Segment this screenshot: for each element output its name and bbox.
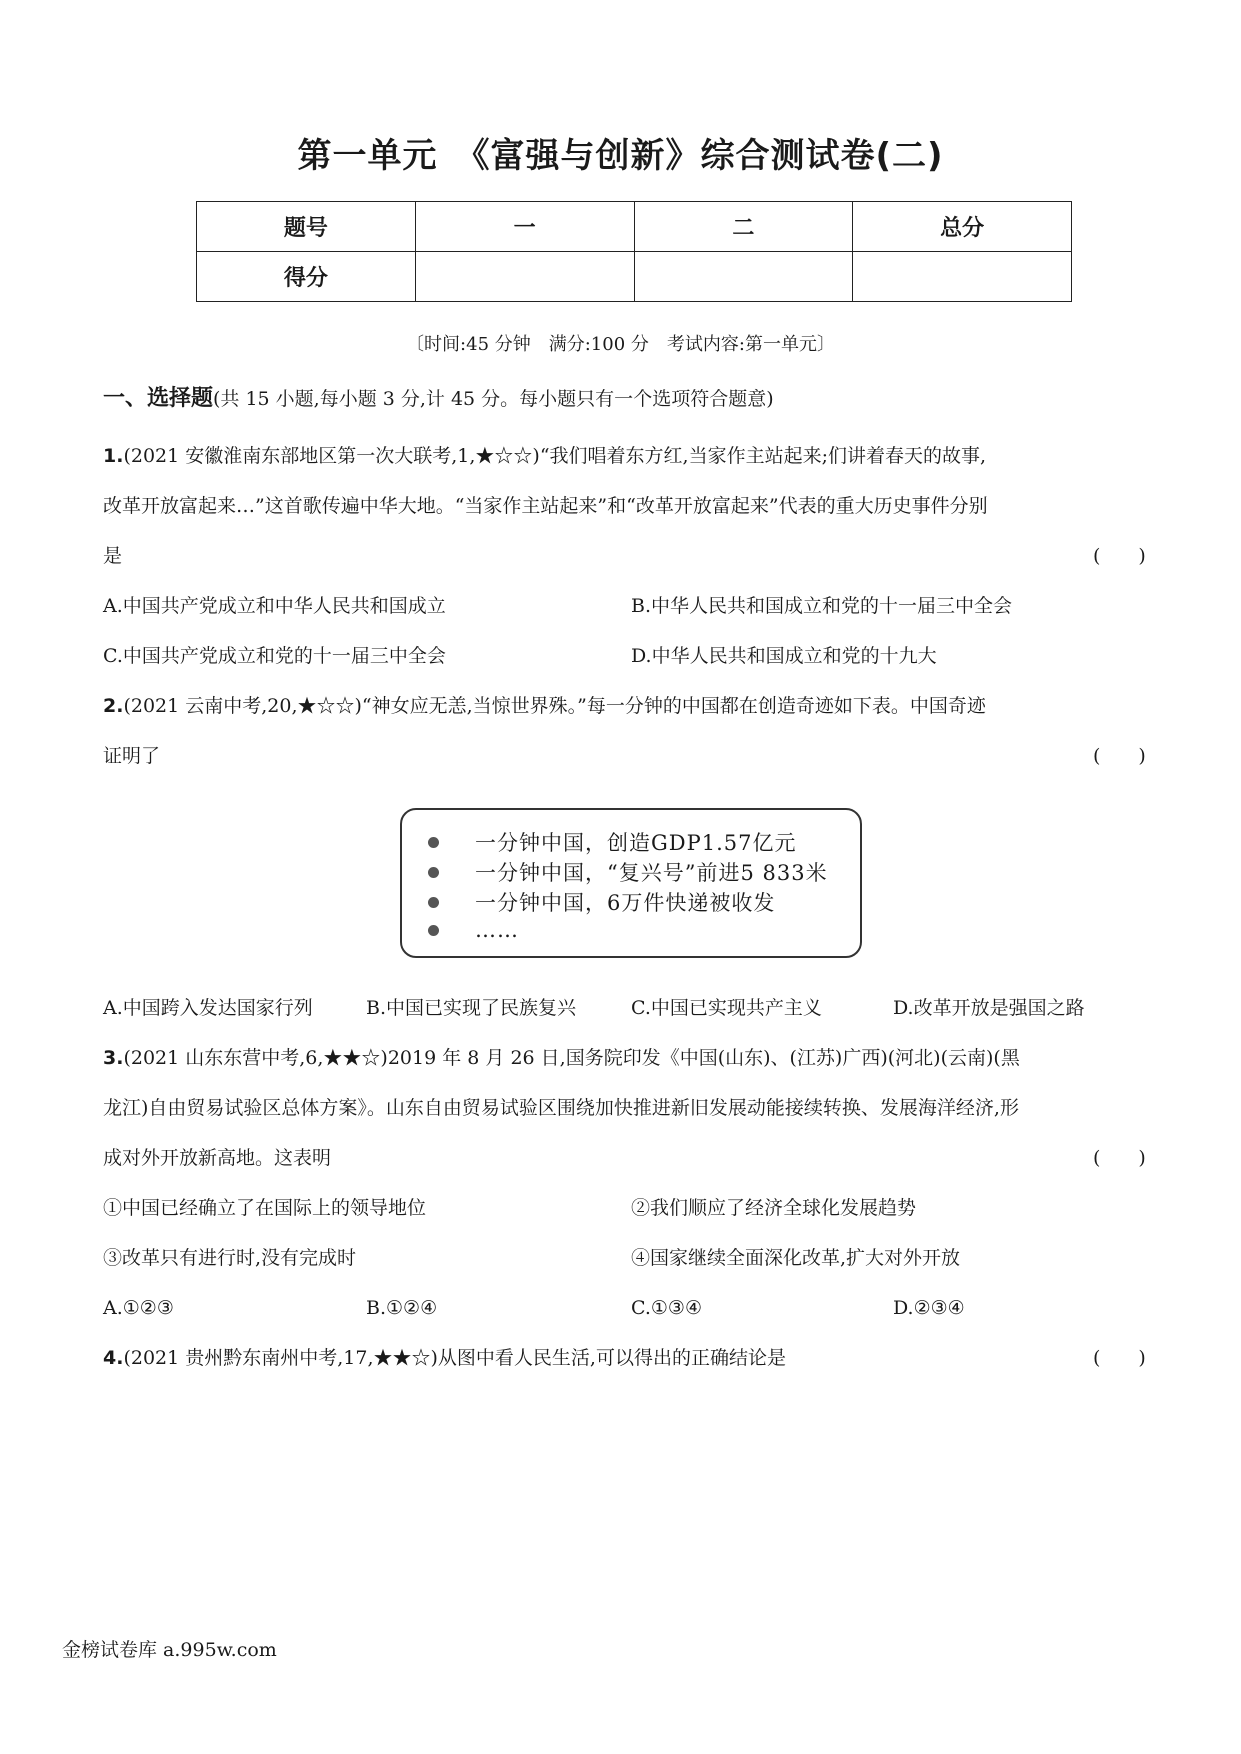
question-2-line-2: 证明了 xyxy=(103,745,161,767)
score-table xyxy=(196,201,1072,302)
figure-item xyxy=(428,828,797,856)
question-3-number: 3. xyxy=(103,1047,124,1069)
question-3-option-b[interactable]: B.①②④ xyxy=(366,1297,438,1319)
question-2-answer-blank[interactable]: ( ) xyxy=(1093,745,1146,767)
bullet-dot-icon xyxy=(428,867,439,878)
question-1-option-b[interactable]: B.中华人民共和国成立和党的十一届三中全会 xyxy=(631,595,1013,617)
question-3-statement-3: ③改革只有进行时,没有完成时 xyxy=(103,1247,357,1269)
question-3-text-1: (2021 山东东营中考,6,★★☆)2019 年 8 月 26 日,国务院印发《中国(山东)、(江苏)广西)(河北)(云南)(黑 xyxy=(123,1047,1020,1069)
question-4-line-1 xyxy=(103,1343,786,1373)
question-2-option-b[interactable]: B.中国已实现了民族复兴 xyxy=(366,997,577,1019)
row-label-score: 得分 xyxy=(197,252,416,302)
question-4-text-1: (2021 贵州黔东南州中考,17,★★☆)从图中看人民生活,可以得出的正确结论是 xyxy=(123,1347,786,1369)
question-3-option-a[interactable]: A.①②③ xyxy=(103,1297,174,1319)
question-3-line-1 xyxy=(103,1043,1020,1073)
figure-item xyxy=(428,858,828,886)
question-1-option-c[interactable]: C.中国共产党成立和党的十一届三中全会 xyxy=(103,645,446,667)
header-cell-question-no: 题号 xyxy=(197,202,416,252)
figure-item-text: 一分钟中国，“复兴号”前进5 833米 xyxy=(475,861,828,885)
score-cell-part-2[interactable] xyxy=(634,252,853,302)
question-2-option-a[interactable]: A.中国跨入发达国家行列 xyxy=(103,997,313,1019)
question-2-figure xyxy=(400,808,862,958)
score-table-score-row xyxy=(197,252,1072,302)
section-heading xyxy=(103,384,774,414)
question-3-line-2: 龙江)自由贸易试验区总体方案》。山东自由贸易试验区围绕加快推进新旧发展动能接续转换、发展海洋经济,形 xyxy=(103,1097,1019,1119)
bullet-dot-icon xyxy=(428,837,439,848)
question-2-option-d[interactable]: D.改革开放是强国之路 xyxy=(893,997,1085,1019)
question-2-number: 2. xyxy=(103,695,124,717)
question-4-answer-blank[interactable]: ( ) xyxy=(1093,1347,1146,1369)
question-1-answer-blank[interactable]: ( ) xyxy=(1093,545,1146,567)
figure-item-text: 一分钟中国，创造GDP1.57亿元 xyxy=(475,831,797,855)
header-cell-part-2: 二 xyxy=(634,202,853,252)
header-cell-total: 总分 xyxy=(853,202,1072,252)
bullet-dot-icon xyxy=(428,897,439,908)
question-3-statement-4: ④国家继续全面深化改革,扩大对外开放 xyxy=(631,1247,961,1269)
figure-item xyxy=(428,888,775,916)
question-4-number: 4. xyxy=(103,1347,124,1369)
figure-item-text: 一分钟中国，6万件快递被收发 xyxy=(475,891,776,915)
score-cell-part-1[interactable] xyxy=(415,252,634,302)
question-1-line-3: 是 xyxy=(103,545,123,567)
question-2-text-1: (2021 云南中考,20,★☆☆)“神女应无恙,当惊世界殊。”每一分钟的中国都在创造奇迹如下表。中国奇迹 xyxy=(123,695,986,717)
question-3-answer-blank[interactable]: ( ) xyxy=(1093,1147,1146,1169)
bullet-dot-icon xyxy=(428,925,439,936)
question-1-line-2: 改革开放富起来…”这首歌传遍中华大地。“当家作主站起来”和“改革开放富起来”代表的重大历史事件分别 xyxy=(103,495,988,517)
figure-item xyxy=(428,916,519,944)
score-cell-total[interactable] xyxy=(853,252,1072,302)
section-note: (共 15 小题,每小题 3 分,计 45 分。每小题只有一个选项符合题意) xyxy=(213,388,774,410)
question-3-line-3: 成对外开放新高地。这表明 xyxy=(103,1147,332,1169)
footer-source: 金榜试卷库 a.995w.com xyxy=(62,1639,277,1661)
question-1-line-1 xyxy=(103,441,986,471)
question-3-statement-1: ①中国已经确立了在国际上的领导地位 xyxy=(103,1197,427,1219)
question-3-option-d[interactable]: D.②③④ xyxy=(893,1297,965,1319)
question-1-option-d[interactable]: D.中华人民共和国成立和党的十九大 xyxy=(631,645,937,667)
exam-info: 〔时间:45 分钟 满分:100 分 考试内容:第一单元〕 xyxy=(406,334,835,355)
question-2-option-c[interactable]: C.中国已实现共产主义 xyxy=(631,997,822,1019)
page-title: 第一单元 《富强与创新》综合测试卷(二) xyxy=(297,136,944,176)
question-2-line-1 xyxy=(103,691,986,721)
question-3-option-c[interactable]: C.①③④ xyxy=(631,1297,702,1319)
question-1-option-a[interactable]: A.中国共产党成立和中华人民共和国成立 xyxy=(103,595,446,617)
section-title: 一、选择题 xyxy=(103,386,214,411)
question-1-number: 1. xyxy=(103,445,124,467)
question-1-text-1: (2021 安徽淮南东部地区第一次大联考,1,★☆☆)“我们唱着东方红,当家作主站起来;们讲着春天的故事, xyxy=(123,445,987,467)
question-3-statement-2: ②我们顺应了经济全球化发展趋势 xyxy=(631,1197,917,1219)
score-table-header-row xyxy=(197,202,1072,252)
header-cell-part-1: 一 xyxy=(415,202,634,252)
figure-item-text: …… xyxy=(475,918,519,942)
